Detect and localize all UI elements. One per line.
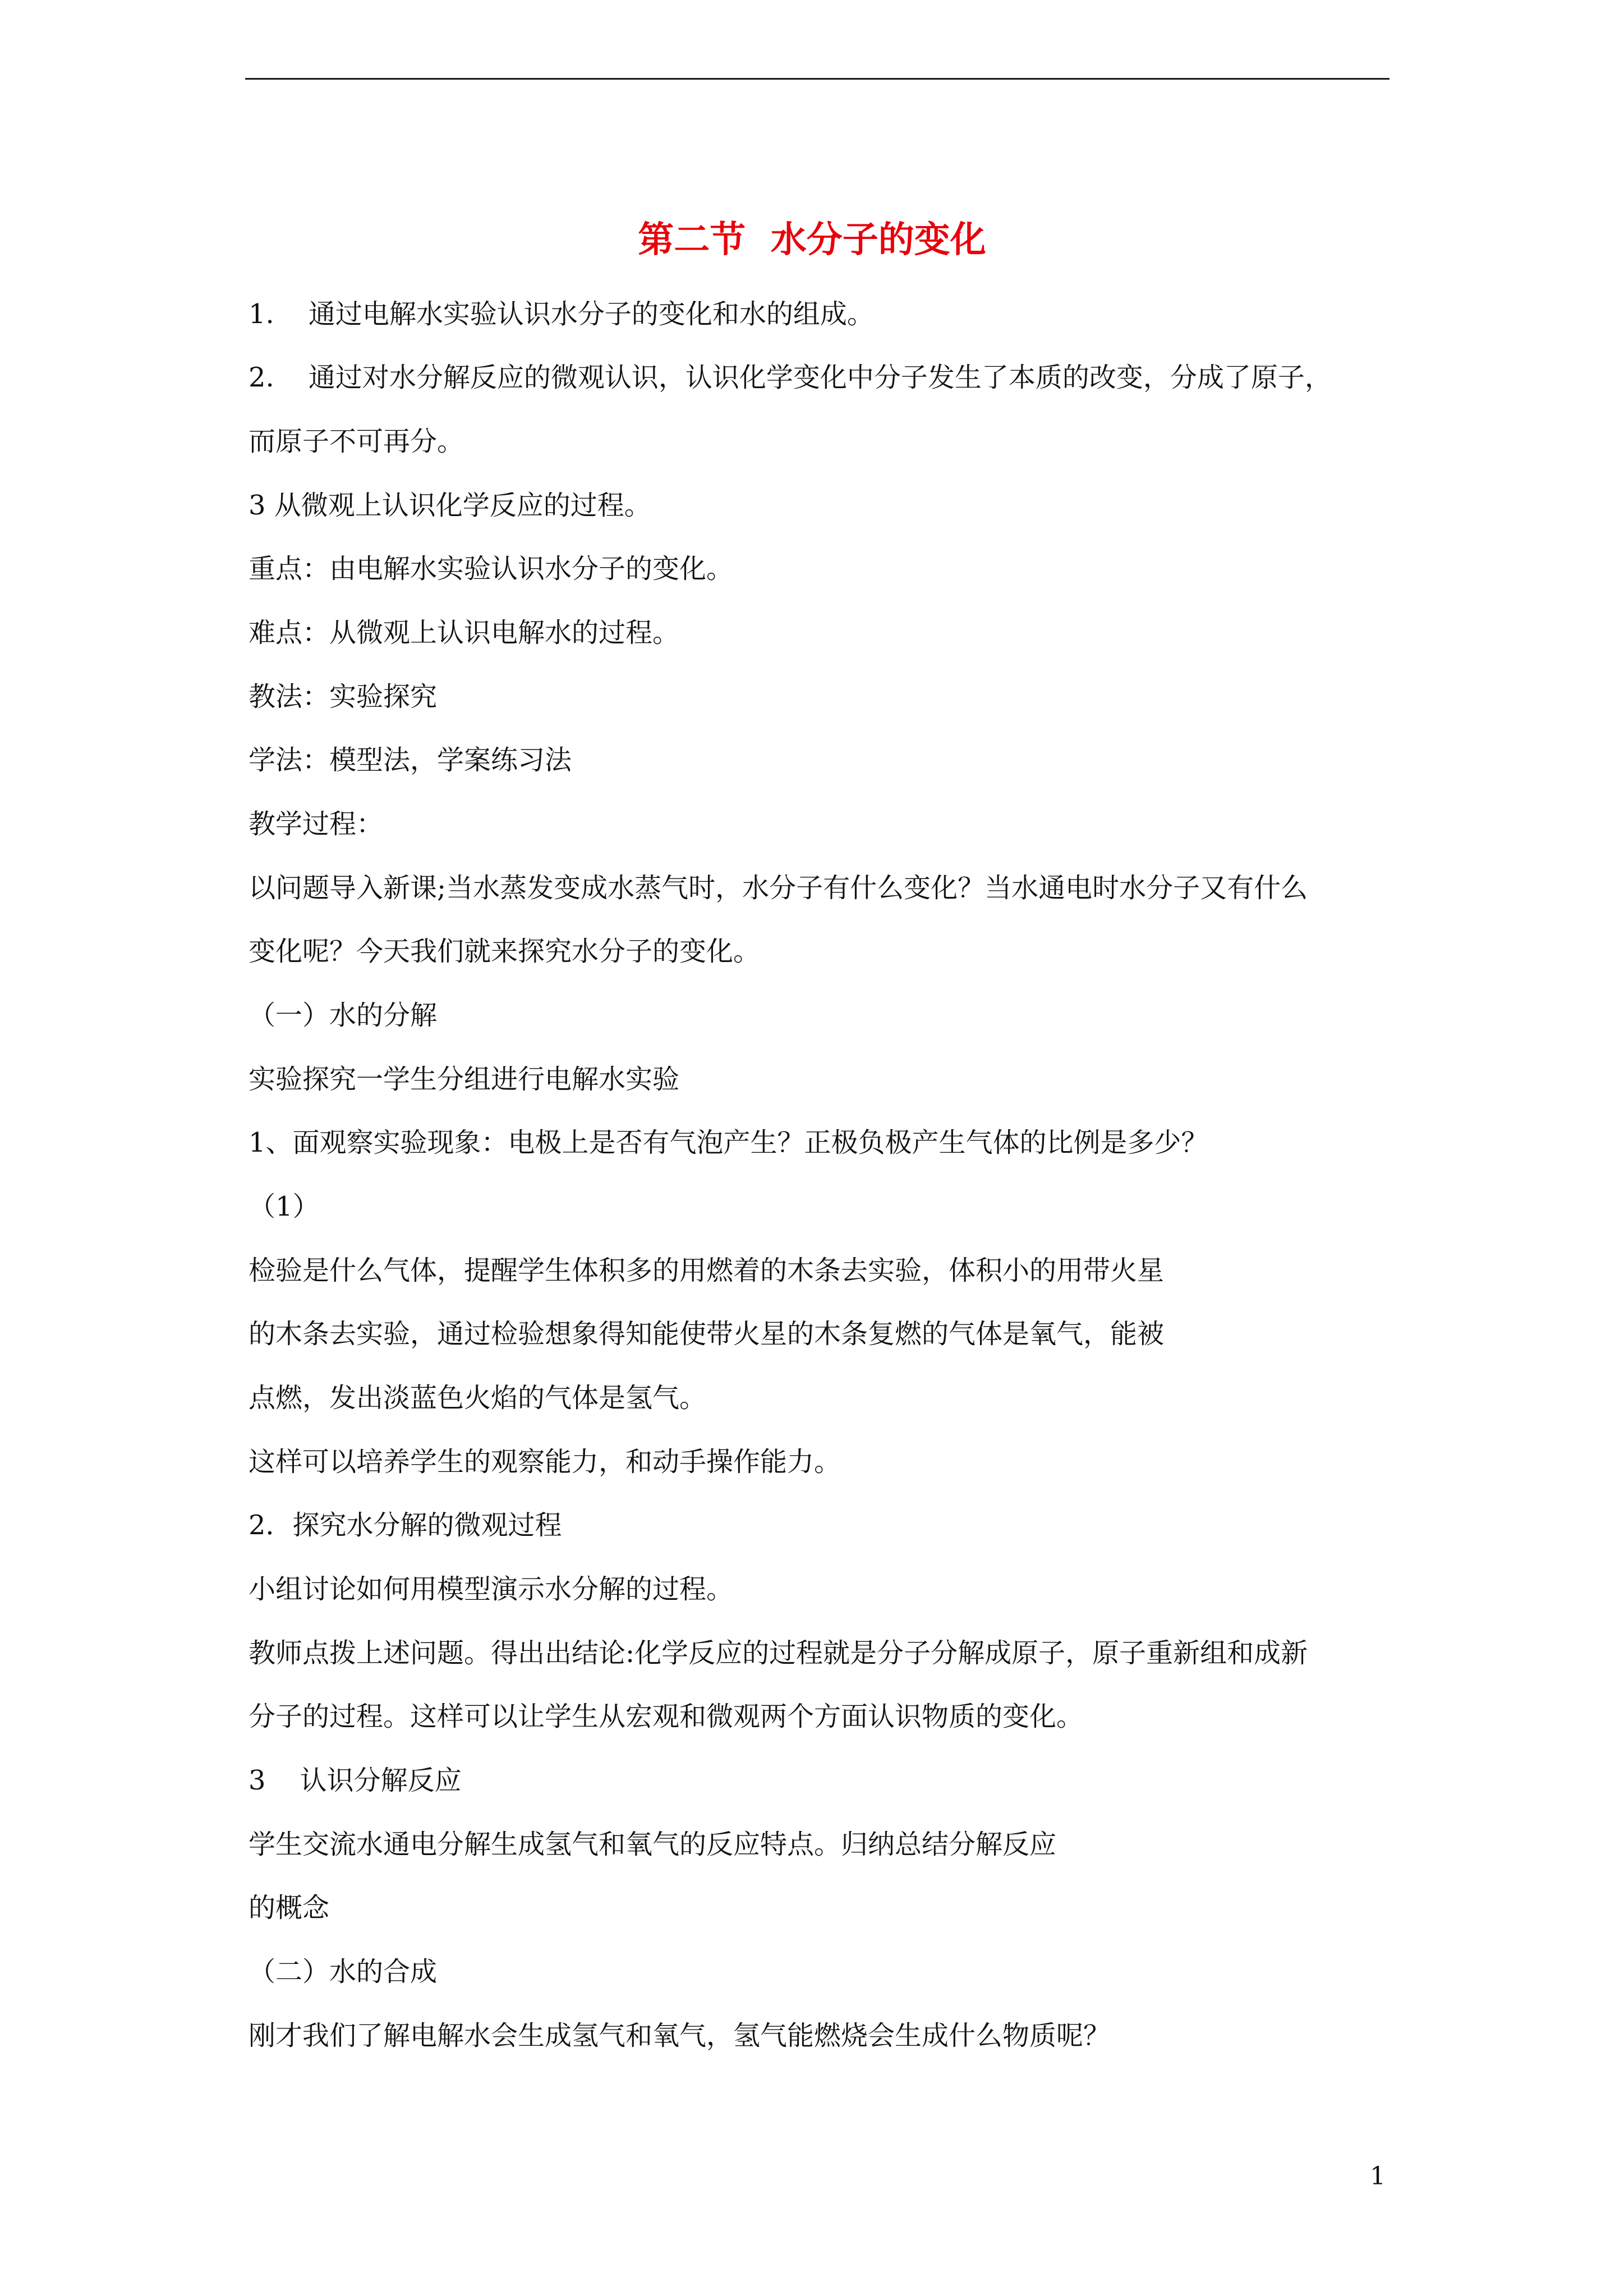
- paragraph-line: 小组讨论如何用模型演示水分解的过程。: [249, 1573, 734, 1605]
- paragraph-line: 实验探究一学生分组进行电解水实验: [249, 1064, 680, 1095]
- paragraph-line: 这样可以培养学生的观察能力，和动手操作能力。: [249, 1446, 841, 1478]
- paragraph-line: （一）水的分解: [249, 1000, 438, 1031]
- paragraph-line: 变化呢？今天我们就来探究水分子的变化。: [249, 936, 761, 967]
- paragraph-line: 3 认识分解反应: [249, 1765, 462, 1796]
- paragraph-line: （二）水的合成: [249, 1956, 438, 1987]
- paragraph-line: 的木条去实验，通过检验想象得知能使带火星的木条复燃的气体是氧气，能被: [249, 1318, 1165, 1350]
- paragraph-line: 学法：模型法，学案练习法: [249, 744, 572, 776]
- paragraph-line: 教学过程：: [249, 808, 384, 840]
- paragraph-line: 以问题导入新课;当水蒸发变成水蒸气时，水分子有什么变化？当水通电时水分子又有什么: [249, 872, 1308, 904]
- paragraph-line: 学生交流水通电分解生成氢气和氧气的反应特点。归纳总结分解反应: [249, 1829, 1057, 1860]
- header-rule: [245, 78, 1390, 80]
- paragraph-line: 刚才我们了解电解水会生成氢气和氧气，氢气能燃烧会生成什么物质呢？: [249, 2020, 1111, 2051]
- paragraph-line: 重点：由电解水实验认识水分子的变化。: [249, 553, 734, 585]
- paragraph-line: 2．探究水分解的微观过程: [249, 1510, 562, 1541]
- paragraph-line: 教师点拨上述问题。得出出结论:化学反应的过程就是分子分解成原子，原子重新组和成新: [249, 1637, 1308, 1669]
- paragraph-line: （1）: [249, 1191, 320, 1222]
- paragraph-line: 点燃，发出淡蓝色火焰的气体是氢气。: [249, 1382, 707, 1414]
- paragraph-line: 2. 通过对水分解反应的微观认识，认识化学变化中分子发生了本质的改变，分成了原子，: [249, 362, 1332, 393]
- paragraph-line: 分子的过程。这样可以让学生从宏观和微观两个方面认识物质的变化。: [249, 1701, 1084, 1732]
- document-title: 第二节 水分子的变化: [638, 219, 986, 261]
- paragraph-line: 的概念: [249, 1892, 330, 1924]
- paragraph-line: 3 从微观上认识化学反应的过程。: [249, 490, 651, 521]
- paragraph-line: 检验是什么气体，提醒学生体积多的用燃着的木条去实验，体积小的用带火星: [249, 1255, 1165, 1286]
- paragraph-line: 教法：实验探究: [249, 681, 438, 712]
- paragraph-line: 1. 通过电解水实验认识水分子的变化和水的组成。: [249, 298, 874, 330]
- paragraph-line: 而原子不可再分。: [249, 426, 464, 457]
- paragraph-line: 难点：从微观上认识电解水的过程。: [249, 617, 680, 648]
- paragraph-line: 1、面观察实验现象：电极上是否有气泡产生？正极负极产生气体的比例是多少？: [249, 1127, 1208, 1158]
- page-number: 1: [1370, 2162, 1386, 2191]
